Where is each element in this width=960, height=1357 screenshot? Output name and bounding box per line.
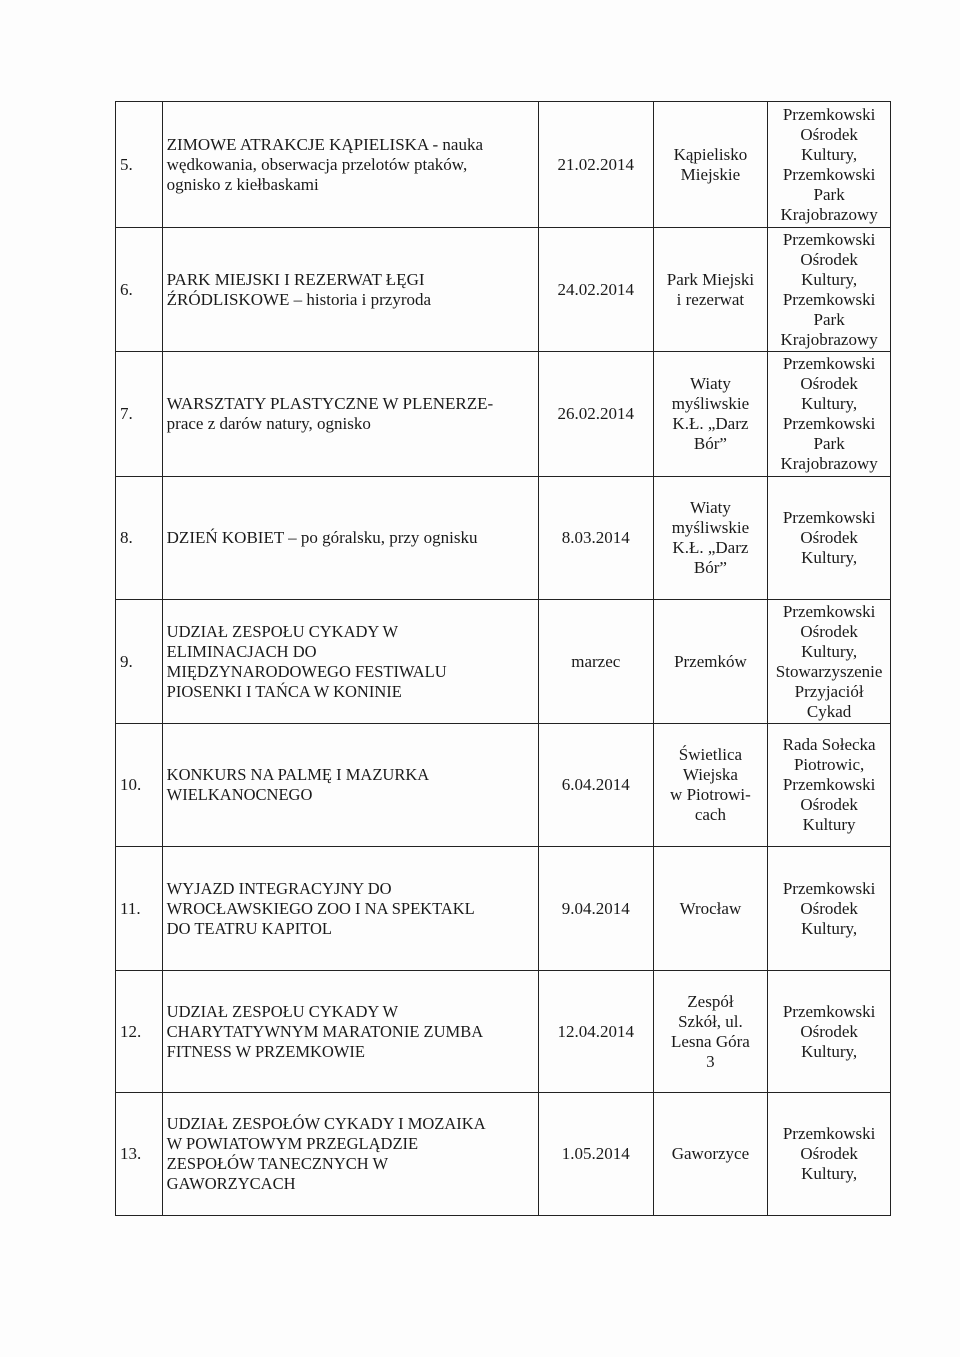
event-date: 12.04.2014 bbox=[538, 971, 653, 1093]
event-date: 26.02.2014 bbox=[538, 352, 653, 477]
event-organizer bbox=[768, 228, 891, 352]
event-date: 8.03.2014 bbox=[538, 477, 653, 600]
event-date: 6.04.2014 bbox=[538, 724, 653, 847]
event-organizer-text: Przemkowski Ośrodek Kultury, bbox=[782, 878, 876, 938]
event-title bbox=[162, 724, 538, 847]
event-place-text: Park Miejski i rezerwat bbox=[666, 269, 755, 309]
event-place-text: Przemków bbox=[674, 651, 747, 671]
table-row bbox=[116, 724, 891, 847]
table-row bbox=[116, 600, 891, 724]
event-organizer bbox=[768, 352, 891, 477]
event-organizer bbox=[768, 971, 891, 1093]
row-number: 8. bbox=[116, 477, 163, 600]
event-place-text: Wrocław bbox=[679, 898, 742, 918]
event-title-text: DZIEŃ KOBIET – po góralsku, przy ognisku bbox=[166, 528, 478, 547]
event-organizer-text: Rada Sołecka Piotrowic, Przemkowski Ośrodek Kultury bbox=[782, 735, 876, 834]
event-organizer bbox=[768, 1093, 891, 1216]
event-place bbox=[653, 971, 768, 1093]
event-title-text: KONKURS NA PALMĘ I MAZURKA WIELKANOCNEGO bbox=[166, 765, 430, 804]
table-row bbox=[116, 352, 891, 477]
row-number: 6. bbox=[116, 228, 163, 352]
table-row bbox=[116, 477, 891, 600]
event-place-text: Kąpielisko Miejskie bbox=[673, 144, 748, 184]
event-place bbox=[653, 352, 768, 477]
event-organizer bbox=[768, 102, 891, 228]
event-title bbox=[162, 1093, 538, 1216]
event-date: 9.04.2014 bbox=[538, 847, 653, 971]
row-number: 10. bbox=[116, 724, 163, 847]
event-organizer-text: Przemkowski Ośrodek Kultury, bbox=[782, 508, 876, 567]
row-number: 12. bbox=[116, 971, 163, 1093]
event-place bbox=[653, 102, 768, 228]
event-title-text: WARSZTATY PLASTYCZNE W PLENERZE- prace z darów natury, ognisko bbox=[166, 394, 494, 433]
event-organizer bbox=[768, 600, 891, 724]
table-row bbox=[116, 1093, 891, 1216]
event-title bbox=[162, 971, 538, 1093]
event-title bbox=[162, 228, 538, 352]
row-number: 11. bbox=[116, 847, 163, 971]
row-number: 13. bbox=[116, 1093, 163, 1216]
event-place bbox=[653, 847, 768, 971]
event-title bbox=[162, 477, 538, 600]
event-organizer bbox=[768, 724, 891, 847]
row-number: 5. bbox=[116, 102, 163, 228]
event-date: 24.02.2014 bbox=[538, 228, 653, 352]
table-row bbox=[116, 228, 891, 352]
event-organizer-text: Przemkowski Ośrodek Kultury, bbox=[782, 1124, 876, 1183]
row-number: 7. bbox=[116, 352, 163, 477]
event-organizer-text: Przemkowski Ośrodek Kultury, bbox=[782, 1001, 876, 1061]
event-place-text: Wiaty myśliwskie K.Ł. „Darz Bór” bbox=[671, 374, 750, 453]
event-title-text: PARK MIEJSKI I REZERWAT ŁĘGI ŹRÓDLISKOWE – historia i przyroda bbox=[166, 269, 432, 309]
event-title-text: WYJAZD INTEGRACYJNY DO WROCŁAWSKIEGO ZOO I NA SPEKTAKL DO TEATRU KAPITOL bbox=[166, 878, 475, 938]
event-place bbox=[653, 228, 768, 352]
event-organizer bbox=[768, 477, 891, 600]
event-date: marzec bbox=[538, 600, 653, 724]
table-row bbox=[116, 971, 891, 1093]
event-date: 1.05.2014 bbox=[538, 1093, 653, 1216]
event-place bbox=[653, 477, 768, 600]
event-place bbox=[653, 1093, 768, 1216]
event-place-text: Wiaty myśliwskie K.Ł. „Darz Bór” bbox=[671, 498, 750, 577]
event-date: 21.02.2014 bbox=[538, 102, 653, 228]
event-place-text: Zespół Szkół, ul. Lesna Góra 3 bbox=[671, 991, 750, 1071]
event-title bbox=[162, 600, 538, 724]
event-place-text: Świetlica Wiejska w Piotrowi- cach bbox=[670, 745, 751, 824]
event-organizer-text: Przemkowski Ośrodek Kultury, Stowarzyszenie Przyjaciół Cykad bbox=[775, 601, 883, 721]
events-table bbox=[115, 101, 891, 1216]
event-place bbox=[653, 724, 768, 847]
event-title-text: UDZIAŁ ZESPOŁÓW CYKADY I MOZAIKA W POWIATOWYM PRZEGLĄDZIE ZESPOŁÓW TANECZNYCH W GAWORZYCACH bbox=[166, 1114, 486, 1193]
event-organizer bbox=[768, 847, 891, 971]
event-place-text: Gaworzyce bbox=[671, 1144, 750, 1163]
event-title bbox=[162, 847, 538, 971]
event-organizer-text: Przemkowski Ośrodek Kultury, Przemkowski Park Krajobrazowy bbox=[780, 229, 878, 349]
event-organizer-text: Przemkowski Ośrodek Kultury, Przemkowski Park Krajobrazowy bbox=[780, 104, 878, 224]
event-title bbox=[162, 102, 538, 228]
table-row bbox=[116, 102, 891, 228]
row-number: 9. bbox=[116, 600, 163, 724]
event-place bbox=[653, 600, 768, 724]
event-title-text: UDZIAŁ ZESPOŁU CYKADY W ELIMINACJACH DO MIĘDZYNARODOWEGO FESTIWALU PIOSENKI I TAŃCA W KONINIE bbox=[166, 621, 447, 701]
event-title-text: ZIMOWE ATRAKCJE KĄPIELISKA - nauka wędkowania, obserwacja przelotów ptaków, ognisko z kiełbaskami bbox=[166, 134, 484, 194]
event-title bbox=[162, 352, 538, 477]
table-row bbox=[116, 847, 891, 971]
event-organizer-text: Przemkowski Ośrodek Kultury, Przemkowski Park Krajobrazowy bbox=[780, 354, 878, 473]
event-title-text: UDZIAŁ ZESPOŁU CYKADY W CHARYTATYWNYM MARATONIE ZUMBA FITNESS W PRZEMKOWIE bbox=[166, 1001, 484, 1061]
